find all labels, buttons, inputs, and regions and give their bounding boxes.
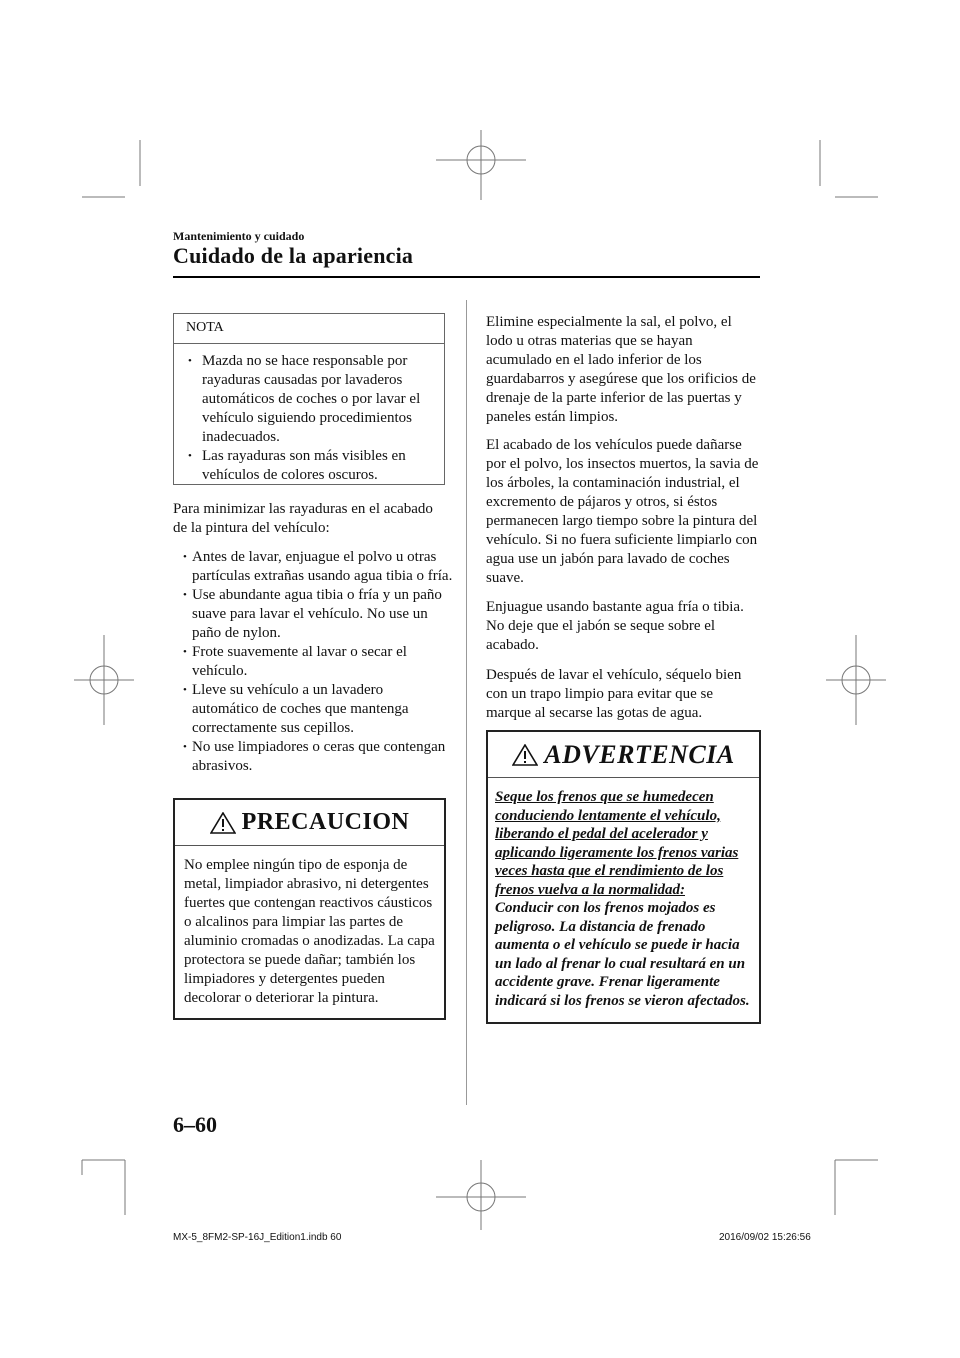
paragraph-dry: Después de lavar el vehículo, séquelo bien con un trapo limpio para evitar que se marque al secarse las gotas de agua. (486, 667, 742, 721)
title-rule (173, 276, 760, 278)
paragraph-rinse: Enjuague usando bastante agua fría o tibia. No deje que el jabón se seque sobre el acabado. (486, 599, 744, 653)
caution-box (173, 798, 446, 1020)
tip-item: • Frote suavemente al lavar o secar el vehículo. (183, 643, 453, 681)
paragraph-finish-damage: El acabado de los vehículos puede dañarse por el polvo, los insectos muertos, la savia de los árboles, la contaminación industrial, el excremento de pájaros y otros, si éstos permanecen largo tiempo sobre la pintura del vehículo. Si no fuera suficiente limpiarlo con agua use un jabón para lavado de coches suave. (486, 437, 759, 586)
footer-date: 2016/09/02 15:26:56 (719, 1232, 811, 1243)
warning-box (486, 730, 761, 1024)
section-label: Mantenimiento y cuidado (173, 229, 305, 243)
note-box (173, 313, 445, 485)
warning-text (488, 778, 759, 1010)
page-number: 6–60 (173, 1112, 217, 1137)
caution-title: PRECAUCION (241, 809, 410, 835)
footer-file-info: MX-5_8FM2-SP-16J_Edition1.indb 60 (173, 1232, 342, 1243)
warning-triangle-icon (210, 812, 236, 834)
scratch-tips-list (183, 548, 453, 776)
warning-lead: Seque los frenos que se humedecen conduciendo lentamente el vehículo, liberando el pedal del acelerador y aplicando ligeramente los frenos varias veces hasta que el rendimiento de los frenos vuelva a la normalidad: (495, 789, 739, 898)
scratch-intro: Para minimizar las rayaduras en el acabado de la pintura del vehículo: (173, 501, 433, 536)
tip-item: • Lleve su vehículo a un lavadero automático de coches que mantenga correctamente sus cepillos. (183, 681, 453, 738)
tip-item: • Antes de lavar, enjuague el polvo u otras partículas extrañas usando agua tibia o fría. (183, 548, 453, 586)
registration-mark-left (74, 635, 134, 725)
note-item: • Las rayaduras son más visibles en vehículos de colores oscuros. (188, 447, 436, 485)
registration-mark-top (436, 130, 526, 200)
warning-header (488, 732, 759, 778)
caution-header (175, 800, 444, 846)
note-list (174, 344, 444, 485)
registration-mark-right (826, 635, 886, 725)
tip-item: • Use abundante agua tibia o fría y un paño suave para lavar el vehículo. No use un paño de nylon. (183, 586, 453, 643)
registration-mark-bottom (436, 1160, 526, 1230)
note-item: • Mazda no se hace responsable por rayaduras causadas por lavaderos automáticos de coches o por lavar el vehículo siguiendo procedimientos inadecuados. (188, 352, 436, 447)
page-title: Cuidado de la apariencia (173, 243, 414, 268)
paragraph-salt-removal: Elimine especialmente la sal, el polvo, el lodo u otras materias que se hayan acumulado en el lado inferior de los guardabarros y asegúrese que los orificios de drenaje de la parte inferior de las puertas y paneles están limpios. (486, 314, 756, 425)
caution-text: No emplee ningún tipo de esponja de metal, limpiador abrasivo, ni detergentes fuertes que contengan reactivos cáusticos o alcalinos para limpiar las partes de aluminio cromadas o anodizadas. La capa protectora se puede dañar; también los limpiadores y detergentes pueden decolorar o deteriorar la pintura. (184, 857, 435, 1006)
tip-item: • No use limpiadores o ceras que contengan abrasivos. (183, 738, 453, 776)
warning-triangle-icon (512, 744, 538, 766)
warning-title: ADVERTENCIA (544, 739, 735, 769)
column-divider (466, 300, 467, 1105)
warning-detail: Conducir con los frenos mojados es peligroso. La distancia de frenado aumenta o el vehículo se puede ir hacia un lado al frenar lo cual resultará en un accidente grave. Frenar ligeramente indicará si los frenos se vieron afectados. (495, 900, 750, 1009)
note-heading: NOTA (174, 314, 444, 344)
